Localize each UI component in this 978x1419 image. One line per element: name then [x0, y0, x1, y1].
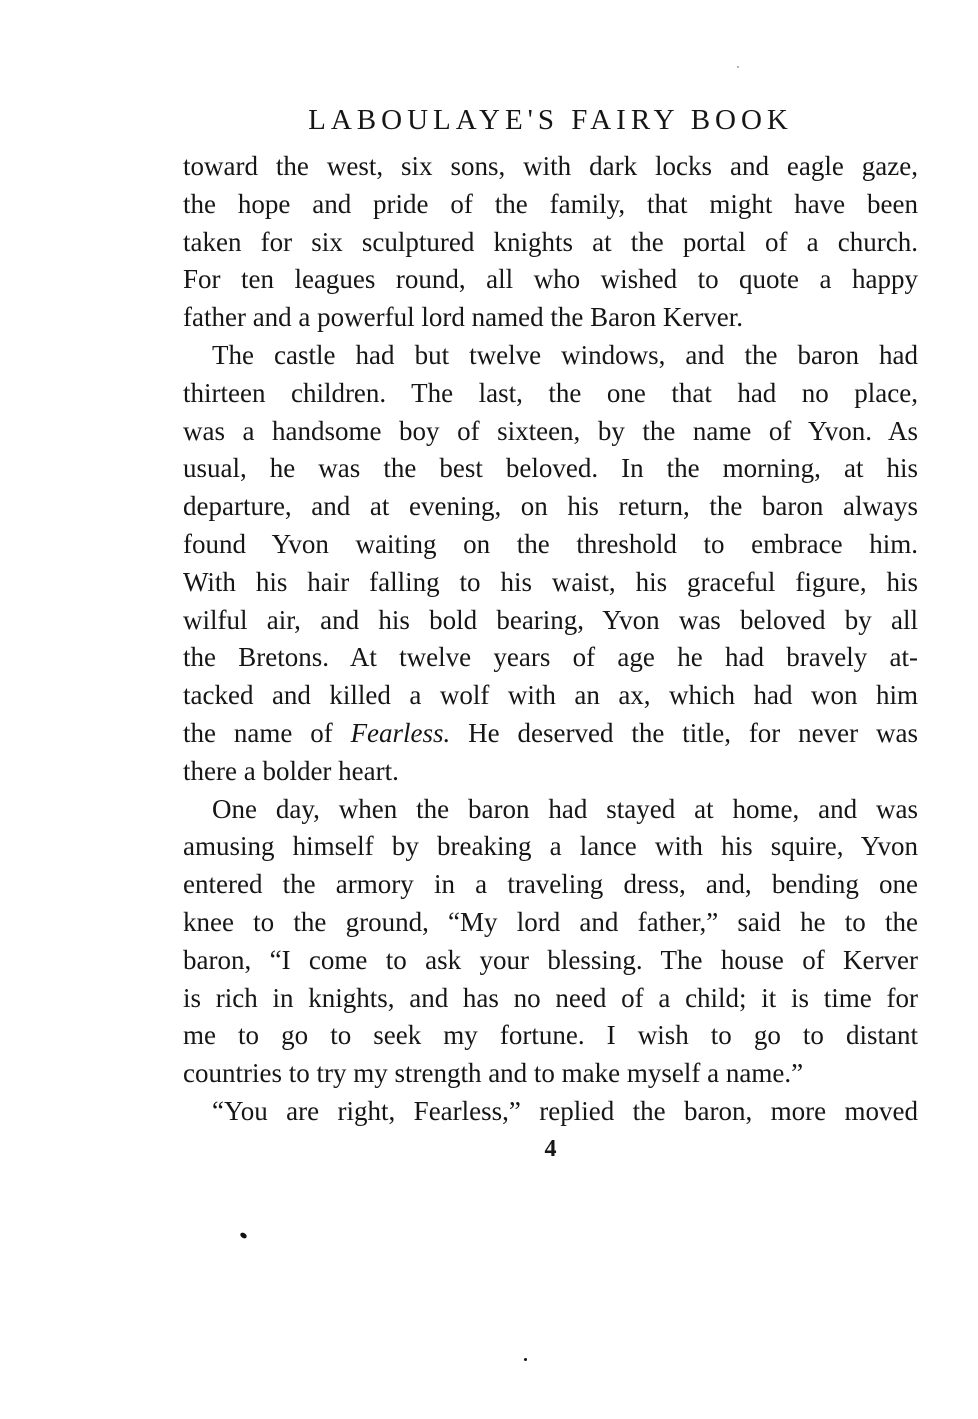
text-line: me to go to seek my fortune. I wish to go to distant	[183, 1020, 918, 1051]
text-line: usual, he was the best beloved. In the morning, at his	[183, 453, 918, 484]
text-line: is rich in knights, and has no need of a child; it is time for	[183, 982, 918, 1013]
text-segment: He deserved the title, for never was	[450, 717, 918, 748]
text-line: knee to the ground, “My lord and father,” said he to the	[183, 906, 918, 937]
text-line: the hope and pride of the family, that might have been	[183, 188, 918, 219]
text-line: amusing himself by breaking a lance with his squire, Yvon	[183, 831, 918, 862]
page-number: 4	[544, 1136, 557, 1162]
paragraph-start-line: The castle had but twelve windows, and the baron had	[212, 339, 918, 370]
scan-speck	[239, 1231, 248, 1239]
text-line: thirteen children. The last, the one that had no place,	[183, 377, 918, 408]
text-line: For ten leagues round, all who wished to quote a happy	[183, 264, 918, 295]
text-line-with-italic	[183, 715, 918, 753]
text-line: toward the west, six sons, with dark locks and eagle gaze,	[183, 151, 918, 181]
text-line: countries to try my strength and to make myself a name.”	[183, 1058, 804, 1089]
italic-name-fearless: Fearless.	[350, 717, 451, 748]
text-line: there a bolder heart.	[183, 755, 399, 786]
text-line: found Yvon waiting on the threshold to embrace him.	[183, 528, 918, 559]
text-line: wilful air, and his bold bearing, Yvon was beloved by all	[183, 604, 918, 635]
text-line: With his hair falling to his waist, his graceful figure, his	[183, 566, 918, 597]
paragraph-start-line: “You are right, Fearless,” replied the baron, more moved	[212, 1095, 918, 1126]
text-line: the Bretons. At twelve years of age he had bravely at-	[183, 642, 918, 673]
text-line: entered the armory in a traveling dress, and, bending one	[183, 869, 918, 900]
text-line: father and a powerful lord named the Baron Kerver.	[183, 302, 744, 333]
text-line: departure, and at evening, on his return, the baron always	[183, 491, 918, 522]
text-line: was a handsome boy of sixteen, by the name of Yvon. As	[183, 415, 918, 446]
scan-speck	[524, 1358, 527, 1361]
text-line: taken for six sculptured knights at the portal of a church.	[183, 226, 918, 257]
paragraph-start-line: One day, when the baron had stayed at home, and was	[212, 793, 918, 824]
text-line: tacked and killed a wolf with an ax, which had won him	[183, 680, 918, 711]
text-line: baron, “I come to ask your blessing. The house of Kerver	[183, 944, 918, 975]
body-text	[183, 148, 918, 1131]
running-head: LABOULAYE'S FAIRY BOOK	[308, 104, 793, 136]
text-segment: the name of	[183, 717, 351, 748]
scan-speck	[737, 66, 739, 68]
